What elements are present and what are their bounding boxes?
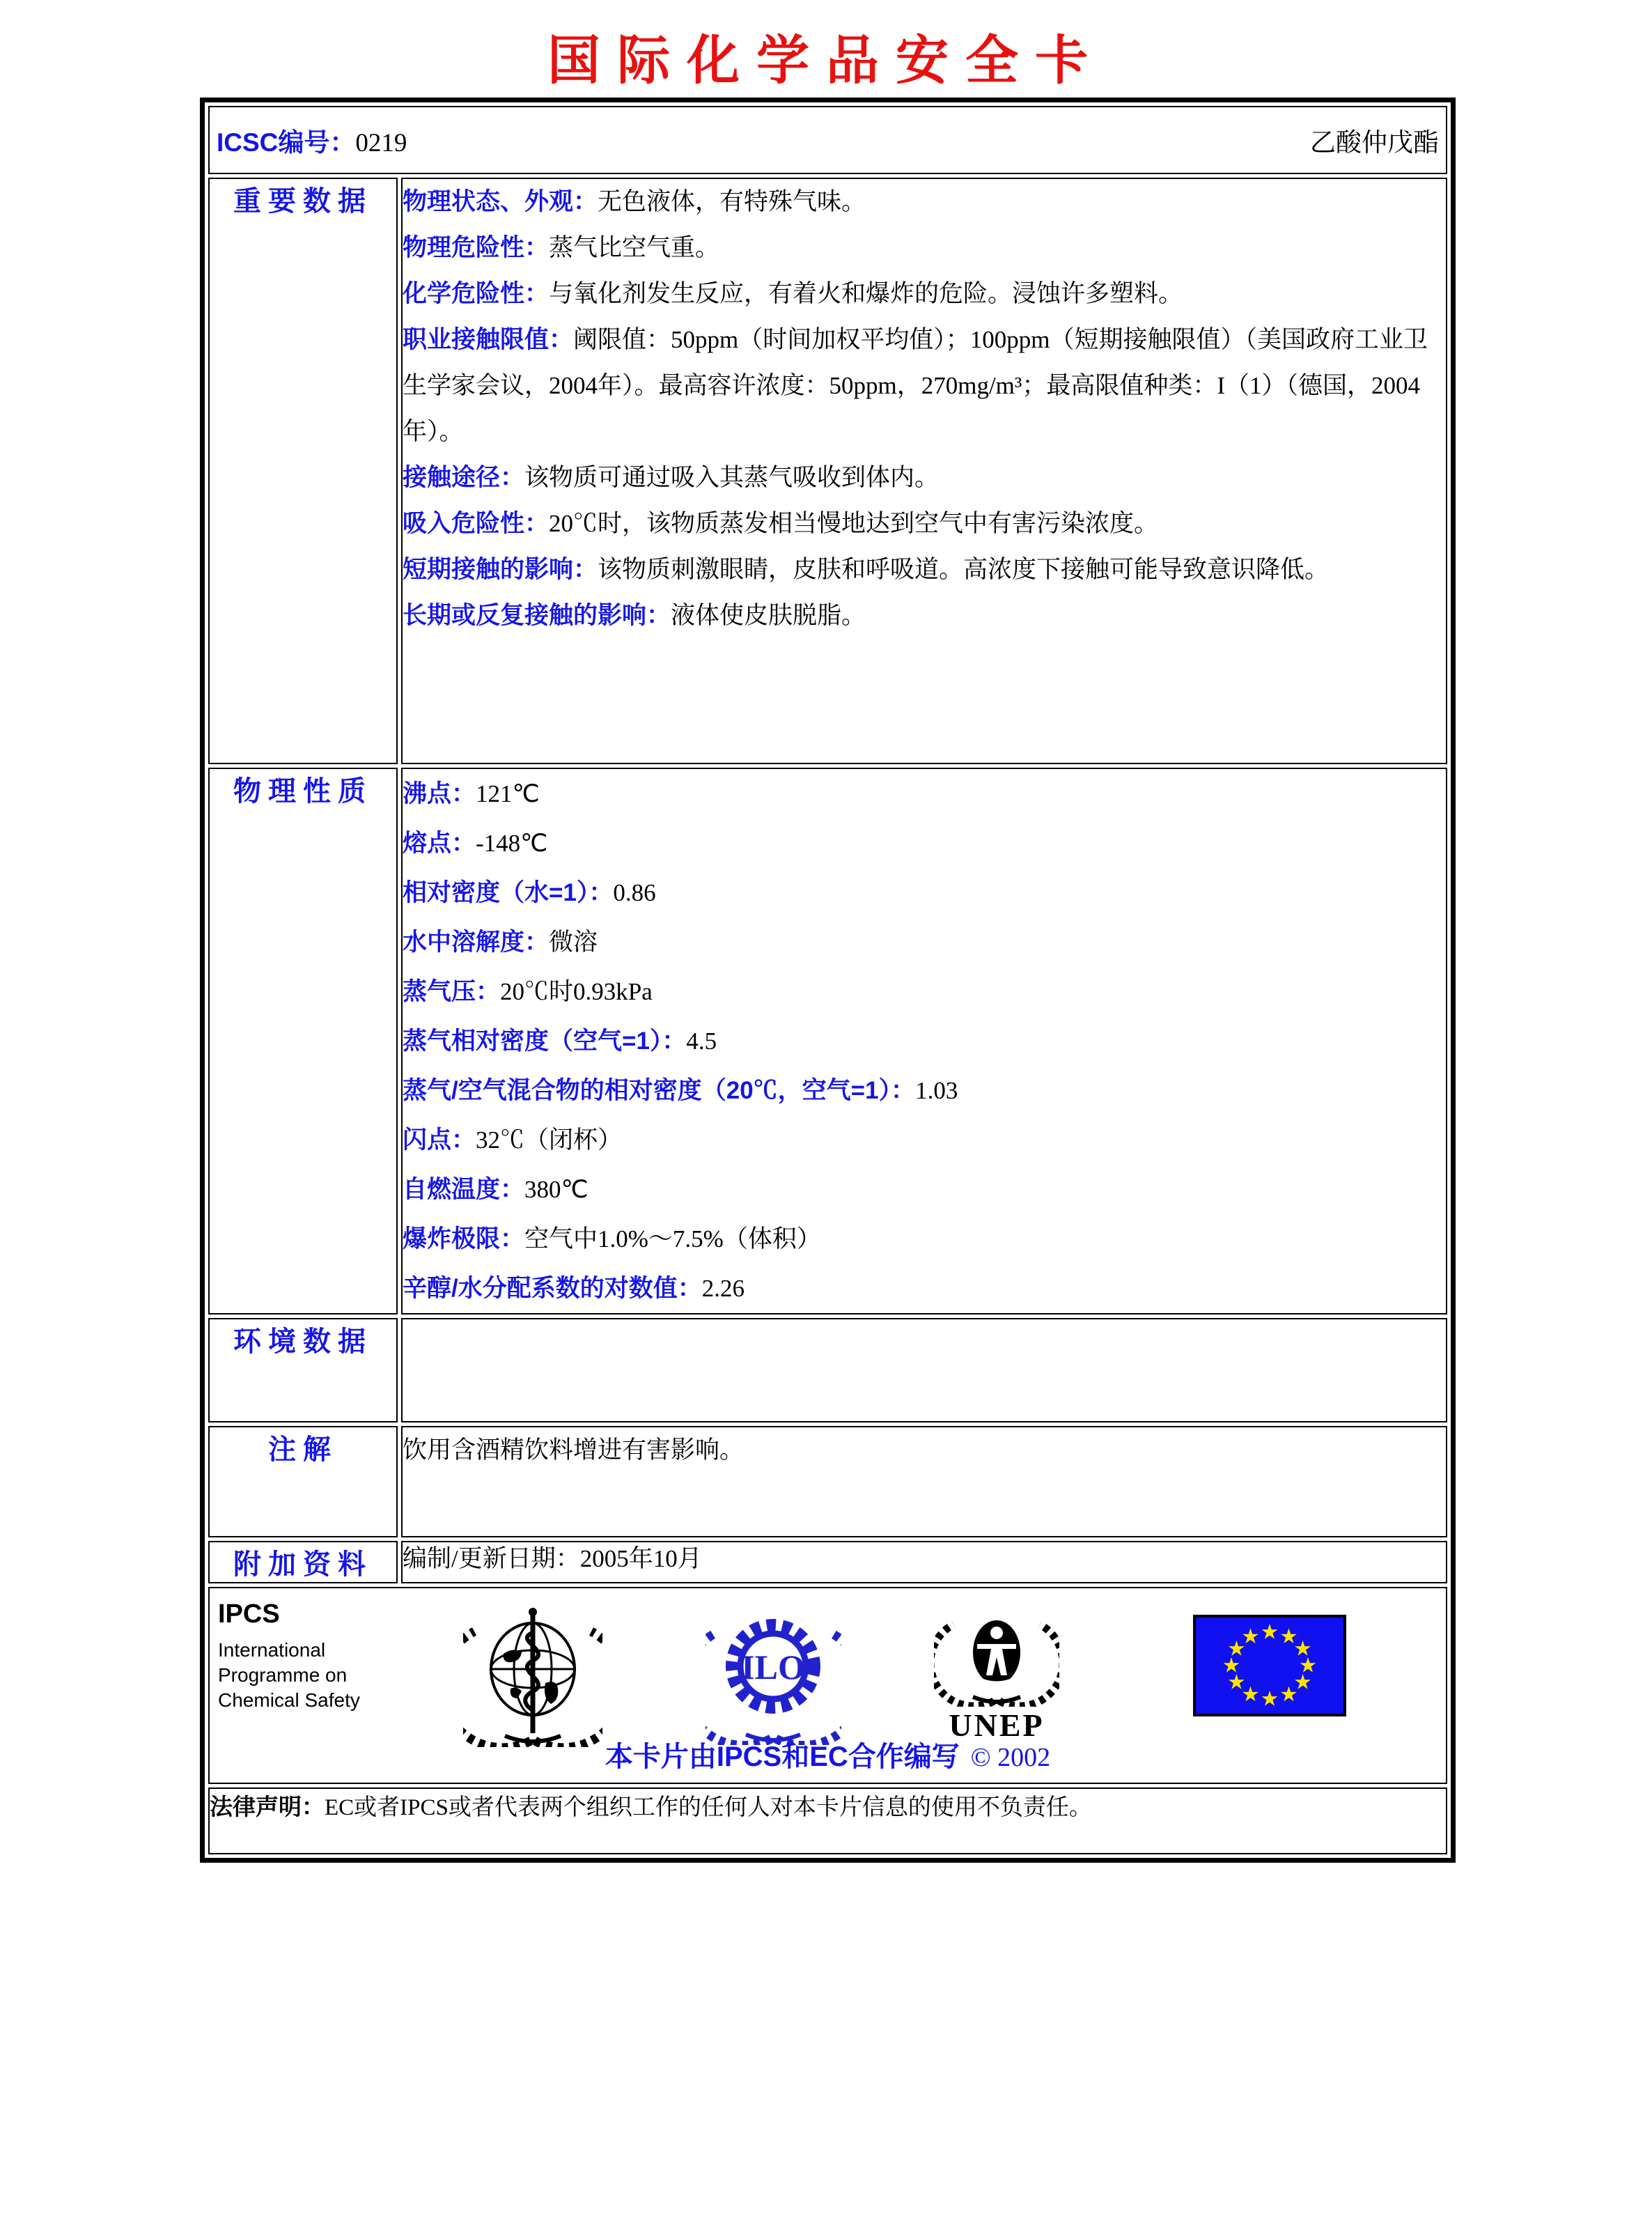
chemical-name: 乙酸仲戊酯 <box>1310 129 1439 157</box>
important-paragraph <box>403 317 1446 455</box>
property-line <box>403 1264 1446 1313</box>
property-line <box>403 769 1446 819</box>
legal-cell <box>208 1787 1447 1854</box>
property-label: 熔点： <box>403 830 476 857</box>
field-label: 短期接触的影响： <box>403 556 598 583</box>
field-text: 该物质刺激眼睛，皮肤和呼吸道。高浓度下接触可能导致意识降低。 <box>598 556 1330 583</box>
field-label: 物理危险性： <box>403 234 550 261</box>
notes-content <box>401 1426 1447 1537</box>
important-paragraph <box>403 547 1446 593</box>
property-label: 爆炸极限： <box>403 1225 525 1253</box>
field-label: 吸入危险性： <box>403 510 550 537</box>
property-value: 4.5 <box>686 1027 717 1055</box>
icsc-number-value: 0219 <box>355 129 407 157</box>
property-label: 自燃温度： <box>403 1176 525 1203</box>
field-label: 物理状态、外观： <box>403 188 598 215</box>
footer-copyright: © 2002 <box>970 1743 1051 1772</box>
property-label: 闪点： <box>403 1126 476 1154</box>
property-value: 0.86 <box>613 879 656 906</box>
property-value: 121℃ <box>476 780 540 807</box>
property-line <box>403 917 1446 967</box>
physical-properties-row-label: 物理性质 <box>208 768 398 1314</box>
ilo-logo-icon <box>706 1602 841 1745</box>
footer-caption <box>210 1735 1446 1774</box>
notes-row <box>208 1426 1447 1537</box>
eu-flag-icon <box>1193 1615 1346 1716</box>
property-label: 蒸气/空气混合物的相对密度（20℃，空气=1）： <box>403 1077 916 1104</box>
property-line <box>403 967 1446 1016</box>
property-line <box>403 1165 1446 1214</box>
property-label: 蒸气压： <box>403 978 501 1005</box>
update-date-value: 2005年10月 <box>579 1545 702 1572</box>
important-data-row <box>208 178 1447 764</box>
property-label: 蒸气相对密度（空气=1）： <box>403 1027 687 1055</box>
legal-text: EC或者IPCS或者代表两个组织工作的任何人对本卡片信息的使用不负责任。 <box>325 1795 1092 1820</box>
important-paragraph <box>403 179 1446 225</box>
important-paragraph <box>403 271 1446 317</box>
field-text: 该物质可通过吸入其蒸气吸收到体内。 <box>524 464 940 491</box>
field-label: 接触途径： <box>403 464 525 491</box>
icsc-number-group <box>217 121 407 159</box>
additional-info-row-label: 附加资料 <box>208 1541 398 1583</box>
field-text: 与氧化剂发生反应，有着火和爆炸的危险。浸蚀许多塑料。 <box>549 280 1183 307</box>
icsc-number-label: ICSC编号： <box>217 128 356 157</box>
property-value: 微溶 <box>549 929 598 956</box>
property-label: 辛醇/水分配系数的对数值： <box>403 1275 702 1302</box>
icsc-card-table <box>200 98 1456 1863</box>
field-text: 无色液体，有特殊气味。 <box>598 188 866 215</box>
property-line <box>403 1066 1446 1115</box>
field-label: 化学危险性： <box>403 280 550 307</box>
property-value: 32℃（闭杯） <box>476 1126 623 1154</box>
notes-text: 饮用含酒精饮料增进有害影响。 <box>403 1436 745 1464</box>
unep-logo-block <box>933 1604 1061 1741</box>
property-line <box>403 1115 1446 1165</box>
footer-cell <box>208 1587 1447 1784</box>
physical-properties-content <box>401 768 1447 1314</box>
property-value: 1.03 <box>915 1077 958 1104</box>
property-line <box>403 819 1446 868</box>
additional-info-row <box>208 1541 1447 1583</box>
property-value: 空气中1.0%～7.5%（体积） <box>524 1225 821 1253</box>
property-value: 2.26 <box>701 1275 745 1302</box>
field-text: 20℃时，该物质蒸发相当慢地达到空气中有害污染浓度。 <box>549 510 1159 537</box>
important-paragraph <box>403 225 1446 271</box>
header-row <box>208 106 1447 174</box>
ilo-letters: ILO <box>741 1647 805 1686</box>
important-paragraph <box>403 501 1446 547</box>
page-title: 国际化学品安全卡 <box>547 32 1105 91</box>
property-line <box>403 1214 1446 1264</box>
footer-caption-text: 本卡片由IPCS和EC合作编写 <box>605 1742 960 1772</box>
property-label: 相对密度（水=1）： <box>403 879 614 906</box>
unep-wordmark: UNEP <box>949 1707 1045 1743</box>
notes-row-label: 注解 <box>208 1426 398 1537</box>
ipcs-line: Chemical Safety <box>218 1689 360 1711</box>
environment-data-row <box>208 1318 1447 1422</box>
field-label: 职业接触限值： <box>403 326 574 353</box>
update-date-label: 编制/更新日期： <box>403 1545 580 1572</box>
property-label: 沸点： <box>403 780 476 807</box>
environment-data-row-label: 环境数据 <box>208 1318 398 1422</box>
footer-row <box>208 1587 1447 1784</box>
additional-info-content <box>401 1541 1447 1583</box>
property-label: 水中溶解度： <box>403 929 550 956</box>
important-paragraph <box>403 593 1446 639</box>
legal-label: 法律声明： <box>210 1794 325 1820</box>
ipcs-line: International <box>218 1639 326 1661</box>
field-text: 液体使皮肤脱脂。 <box>671 602 866 629</box>
property-value: -148℃ <box>476 830 548 857</box>
field-text: 蒸气比空气重。 <box>549 234 720 261</box>
who-logo-icon <box>463 1599 602 1747</box>
field-label: 长期或反复接触的影响： <box>403 602 671 629</box>
legal-row <box>208 1787 1447 1854</box>
field-text: 阈限值：50ppm（时间加权平均值）；100ppm（短期接触限值）（美国政府工业卫生学家会议，2004年）。最高容许浓度：50ppm，270mg/m³；最高限值种类：I（1）（德国，2004年）。 <box>403 326 1428 445</box>
ipcs-acronym: IPCS <box>218 1599 280 1629</box>
ipcs-line: Programme on <box>218 1664 348 1686</box>
physical-properties-row <box>208 768 1447 1314</box>
property-value: 20℃时0.93kPa <box>500 978 653 1005</box>
unep-logo-icon <box>934 1604 1059 1707</box>
important-paragraph <box>403 455 1446 501</box>
property-value: 380℃ <box>524 1176 589 1203</box>
ipcs-block <box>218 1599 360 1713</box>
property-line <box>403 1016 1446 1066</box>
header-cell <box>208 106 1447 174</box>
property-line <box>403 868 1446 917</box>
important-data-row-label: 重要数据 <box>208 178 398 764</box>
important-data-content <box>401 178 1447 764</box>
environment-data-content <box>401 1318 1447 1422</box>
